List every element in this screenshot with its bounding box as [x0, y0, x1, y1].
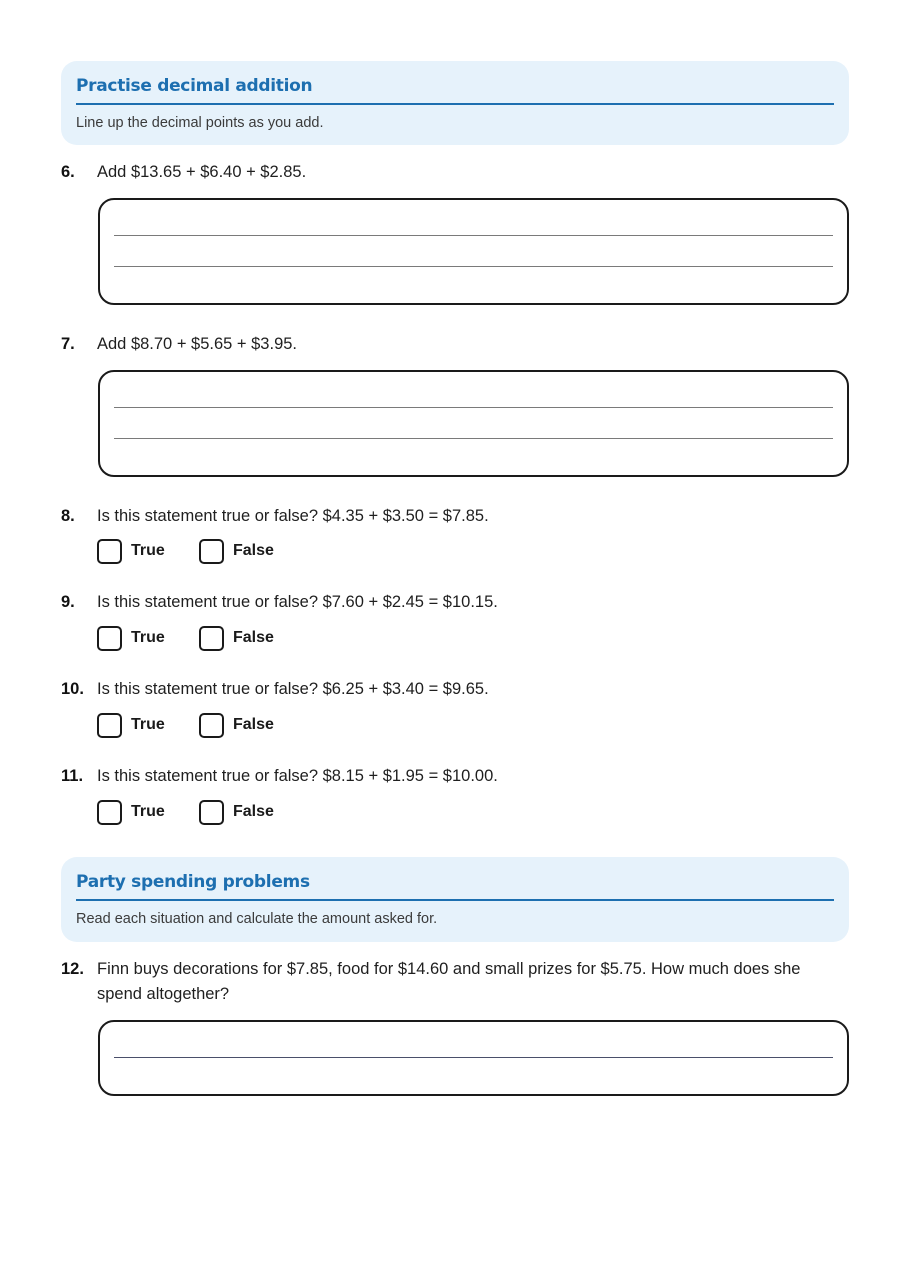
- checkbox-false[interactable]: [199, 800, 224, 825]
- section-subtitle: Line up the decimal points as you add.: [76, 115, 324, 131]
- section-header-decimal-addition: [61, 61, 849, 145]
- answer-box-12[interactable]: [98, 1020, 849, 1096]
- answer-line: [114, 1057, 833, 1058]
- option-false-label: False: [233, 629, 274, 646]
- question-text: Is this statement true or false? $8.15 + $1.95 = $10.00.: [97, 767, 498, 785]
- question-number: 12.: [61, 960, 84, 978]
- option-true-label: True: [131, 716, 165, 733]
- option-false[interactable]: [199, 799, 274, 825]
- checkbox-true[interactable]: [97, 713, 122, 738]
- question-6: [61, 160, 849, 185]
- option-false[interactable]: [199, 625, 274, 651]
- option-false-label: False: [233, 542, 274, 559]
- question-text: Is this statement true or false? $6.25 + $3.40 = $9.65.: [97, 680, 489, 698]
- option-true[interactable]: [97, 712, 165, 738]
- option-true-label: True: [131, 629, 165, 646]
- answer-box-7[interactable]: [98, 370, 849, 477]
- answer-line: [114, 438, 833, 439]
- question-number: 11.: [61, 767, 84, 785]
- question-number: 10.: [61, 680, 84, 698]
- option-true[interactable]: [97, 538, 165, 564]
- question-number: 9.: [61, 593, 75, 611]
- section-title: Party spending problems: [76, 871, 834, 901]
- section-title: Practise decimal addition: [76, 75, 834, 105]
- question-9: [61, 590, 849, 615]
- checkbox-true[interactable]: [97, 539, 122, 564]
- option-false[interactable]: [199, 538, 274, 564]
- question-7: [61, 332, 849, 357]
- question-number: 6.: [61, 163, 75, 181]
- checkbox-false[interactable]: [199, 539, 224, 564]
- checkbox-false[interactable]: [199, 713, 224, 738]
- answer-line: [114, 235, 833, 236]
- question-number: 7.: [61, 335, 75, 353]
- question-8: [61, 504, 849, 529]
- question-text: Is this statement true or false? $7.60 + $2.45 = $10.15.: [97, 593, 498, 611]
- question-text: Finn buys decorations for $7.85, food for $14.60 and small prizes for $5.75. How much does she spend altogether?: [97, 960, 801, 1003]
- option-true[interactable]: [97, 799, 165, 825]
- option-false-label: False: [233, 803, 274, 820]
- question-11: [61, 764, 849, 789]
- answer-box-6[interactable]: [98, 198, 849, 305]
- option-true-label: True: [131, 542, 165, 559]
- answer-line: [114, 266, 833, 267]
- checkbox-true[interactable]: [97, 626, 122, 651]
- option-true[interactable]: [97, 625, 165, 651]
- checkbox-true[interactable]: [97, 800, 122, 825]
- section-header-party-spending: [61, 857, 849, 942]
- question-12: [61, 957, 849, 1007]
- checkbox-false[interactable]: [199, 626, 224, 651]
- answer-line: [114, 407, 833, 408]
- section-subtitle: Read each situation and calculate the amount asked for.: [76, 911, 438, 927]
- question-number: 8.: [61, 507, 75, 525]
- question-text: Add $8.70 + $5.65 + $3.95.: [97, 335, 298, 353]
- question-text: Is this statement true or false? $4.35 + $3.50 = $7.85.: [97, 507, 489, 525]
- question-10: [61, 677, 849, 702]
- question-text: Add $13.65 + $6.40 + $2.85.: [97, 163, 307, 181]
- option-false[interactable]: [199, 712, 274, 738]
- option-false-label: False: [233, 716, 274, 733]
- option-true-label: True: [131, 803, 165, 820]
